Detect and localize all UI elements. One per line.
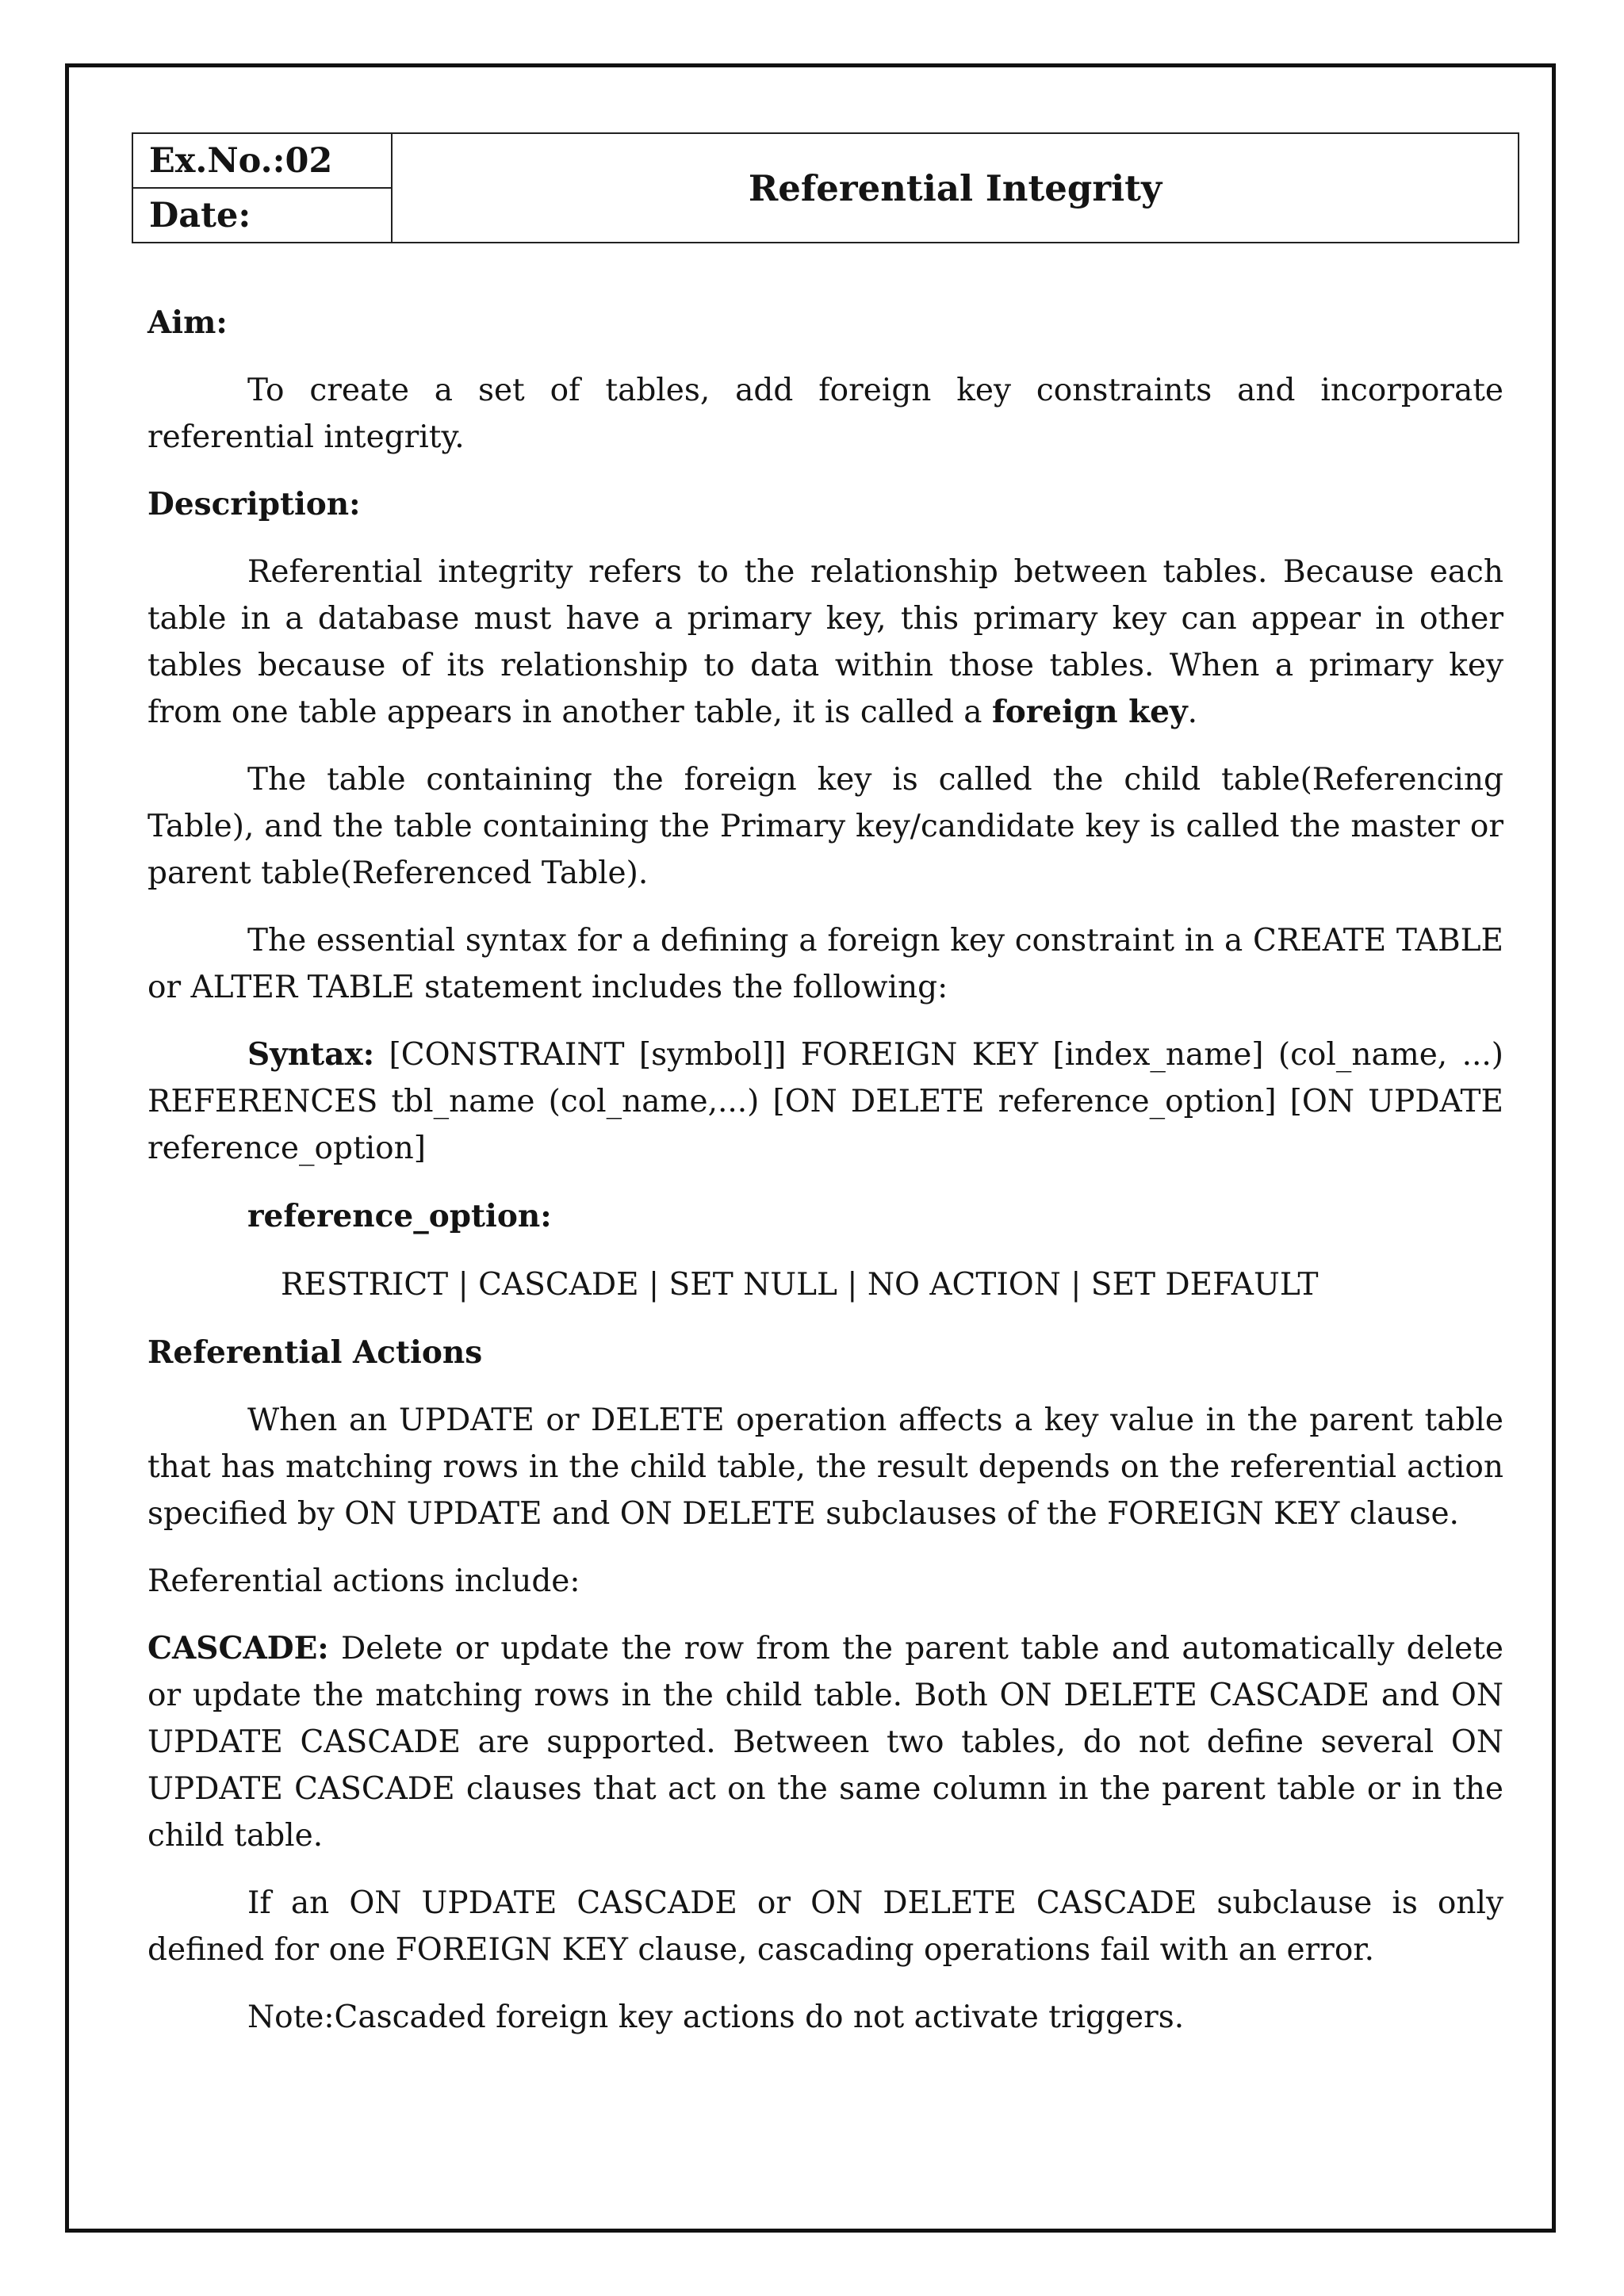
syntax-label: Syntax: <box>247 1036 375 1073</box>
aim-heading: Aim: <box>147 304 228 341</box>
description-paragraph-2: The table containing the foreign key is called the child table(Referencing Table), and the table containing the Primary key/candidate key is called the master or parent table(Referenced Table). <box>147 762 1503 891</box>
cascade-label: CASCADE: <box>147 1630 329 1667</box>
description-paragraph-3: The essential syntax for a defining a foreign key constraint in a CREATE TABLE or ALTER TABLE statement includes the following: <box>147 923 1503 1005</box>
referential-actions-heading: Referential Actions <box>147 1334 483 1371</box>
aim-text: To create a set of tables, add foreign key constraints and incorporate referential integrity. <box>147 373 1503 455</box>
cascade-text: Delete or update the row from the parent table and automatically delete or update the matching rows in the child table. Both ON DELETE CASCADE and ON UPDATE CASCADE are supported. Between two tables, do not define several ON UPDATE CASCADE clauses that act on the same column in the parent table or in the child table. <box>147 1631 1503 1854</box>
cascade-paragraph <box>147 1625 1503 1859</box>
foreign-key-term: foreign key <box>991 694 1188 730</box>
header-left-column <box>133 134 393 242</box>
description-heading: Description: <box>147 486 361 522</box>
date-label: Date: <box>133 187 391 242</box>
reference-option-values: RESTRICT | CASCADE | SET NULL | NO ACTION | SET DEFAULT <box>281 1267 1319 1303</box>
document-body <box>147 300 1503 2041</box>
description-p1-end: . <box>1187 695 1198 730</box>
reference-option-label: reference_option: <box>247 1198 552 1234</box>
syntax-text: [CONSTRAINT [symbol]] FOREIGN KEY [index_name] (col_name, ...) REFERENCES tbl_name (col_name,...) [ON DELETE reference_option] [ON UPDATE reference_option] <box>147 1037 1503 1166</box>
referential-actions-paragraph-3: If an ON UPDATE CASCADE or ON DELETE CASCADE subclause is only defined for one FOREIGN KEY clause, cascading operations fail with an error. <box>147 1885 1503 1968</box>
syntax-paragraph <box>147 1031 1503 1172</box>
note-paragraph: Note:Cascaded foreign key actions do not activate triggers. <box>247 1999 1185 2035</box>
referential-actions-paragraph-1: When an UPDATE or DELETE operation affects a key value in the parent table that has matching rows in the child table, the result depends on the referential action specified by ON UPDATE and ON DELETE subclauses of the FOREIGN KEY clause. <box>147 1402 1503 1532</box>
exercise-number: Ex.No.:02 <box>149 140 333 181</box>
referential-actions-paragraph-2: Referential actions include: <box>147 1563 580 1599</box>
description-p1-text: Referential integrity refers to the relationship between tables. Because each table in a database must have a primary key, this primary key can appear in other tables because of its relationship to data within those tables. When a primary key from one table appears in another table, it is called a <box>147 554 1503 730</box>
description-paragraph-1 <box>147 549 1503 736</box>
document-title: Referential Integrity <box>748 166 1162 209</box>
header-table <box>132 132 1519 243</box>
